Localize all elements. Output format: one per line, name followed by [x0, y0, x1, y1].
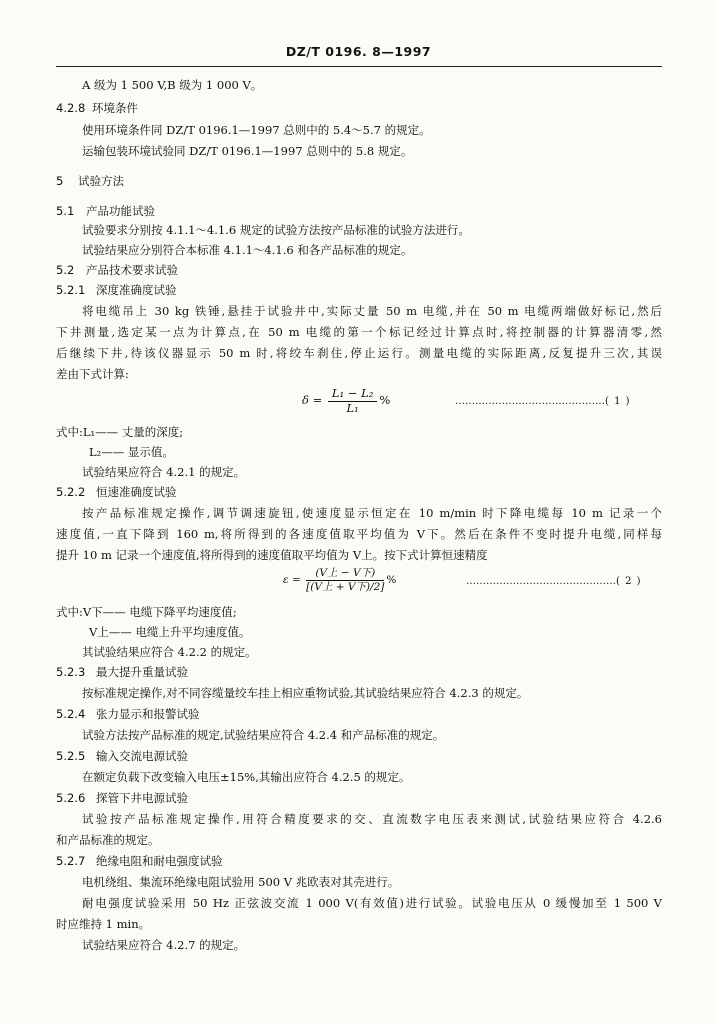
- section-number: 5: [56, 174, 64, 188]
- equation-denominator: L₁: [346, 400, 359, 415]
- section-title: 深度准确度试验: [96, 283, 177, 297]
- equation-denominator: [(V上 + V下)/2]: [306, 580, 385, 593]
- paragraph-line: 下井测量,选定某一点为计算点,在 50 m 电缆的第一个标记经过计算点时,将控制器的计算器清零,然: [56, 325, 662, 339]
- header-rule: [56, 66, 662, 67]
- paragraph-line: 提升 10 m 记录一个速度值,将所得到的速度值取平均值为 V上。按下式计算恒速精度: [56, 548, 488, 562]
- paragraph-line: 和产品标准的规定。: [56, 833, 160, 847]
- section-title: 产品技术要求试验: [86, 263, 178, 277]
- where-line: 式中:L₁—— 丈量的深度;: [56, 425, 184, 439]
- section-heading-5-2-1: [56, 285, 177, 297]
- section-heading-5-1: [56, 206, 155, 218]
- section-title: 环境条件: [92, 101, 138, 115]
- paragraph-line: 耐电强度试验采用 50 Hz 正弦波交流 1 000 V(有效值)进行试验。试验电压从 0 缓慢加至 1 500 V: [82, 896, 662, 910]
- section-number: 5.2.7: [56, 854, 86, 868]
- section-heading-5-2-4: [56, 709, 200, 721]
- text-line: 运输包装环境试验同 DZ/T 0196.1—1997 总则中的 5.8 规定。: [82, 144, 413, 158]
- section-number: 5.2.4: [56, 707, 86, 721]
- text-line: 试验结果应符合 4.2.1 的规定。: [82, 465, 246, 479]
- paragraph-line: 试验按产品标准规定操作,用符合精度要求的交、直流数字电压表来测试,试验结果应符合 4.2.6: [82, 812, 662, 826]
- section-number: 5.2.1: [56, 283, 86, 297]
- text-line: 试验结果应分别符合本标准 4.1.1～4.1.6 和各产品标准的规定。: [82, 243, 413, 257]
- section-number: 5.1: [56, 204, 75, 218]
- section-number: 4.2.8: [56, 101, 86, 115]
- section-title: 张力显示和报警试验: [96, 707, 200, 721]
- equation-lhs: ε =: [283, 574, 301, 586]
- text-line: 试验方法按产品标准的规定,试验结果应符合 4.2.4 和产品标准的规定。: [82, 728, 445, 742]
- equation-lhs: δ =: [302, 393, 323, 407]
- equation-number-1: [455, 397, 631, 407]
- section-number: 5.2.2: [56, 485, 86, 499]
- section-title: 探管下井电源试验: [96, 791, 188, 805]
- section-title: 绝缘电阻和耐电强度试验: [96, 854, 223, 868]
- equation-fraction: [328, 388, 377, 414]
- equation-label: ( 2 ): [616, 576, 642, 587]
- equation-numerator: (V上 − V下): [306, 568, 384, 581]
- section-number: 5.2.3: [56, 665, 86, 679]
- paragraph-line: 差由下式计算:: [56, 367, 129, 381]
- section-heading-5-2: [56, 265, 178, 277]
- paragraph-line: 后继续下井,待该仪器显示 50 m 时,将绞车刹住,停止运行。测量电缆的实际距离,反复提升三次,其误: [56, 346, 662, 360]
- section-heading-5-2-5: [56, 751, 188, 763]
- equation-fraction: [306, 568, 384, 592]
- section-number: 5.2.5: [56, 749, 86, 763]
- where-line: V上—— 电缆上升平均速度值。: [89, 625, 251, 639]
- paragraph-line: 按产品标准规定操作,调节调速旋钮,使速度显示恒定在 10 m/min 时下降电缆每 10 m 记录一个: [82, 506, 662, 520]
- equation-unit: %: [386, 574, 397, 586]
- section-number: 5.2.6: [56, 791, 86, 805]
- section-title: 产品功能试验: [86, 204, 155, 218]
- page-header-standard-number: DZ/T 0196. 8—1997: [285, 44, 432, 59]
- section-heading-5-2-7: [56, 856, 223, 868]
- text-line: 试验结果应符合 4.2.7 的规定。: [82, 938, 246, 952]
- paragraph-line: 将电缆吊上 30 kg 铁锤,悬挂于试验井中,实际丈量 50 m 电缆,并在 50 m 电缆两端做好标记,然后: [82, 304, 662, 318]
- equation-2: [283, 568, 396, 592]
- section-number: 5.2: [56, 263, 75, 277]
- section-heading-5-2-3: [56, 667, 188, 679]
- text-line: 试验要求分别按 4.1.1～4.1.6 规定的试验方法按产品标准的试验方法进行。: [82, 223, 470, 237]
- section-heading-5: [56, 176, 124, 188]
- section-title: 输入交流电源试验: [96, 749, 188, 763]
- equation-number-2: [466, 577, 642, 587]
- paragraph-line: 时应维持 1 min。: [56, 917, 151, 931]
- text-line: A 级为 1 500 V,B 级为 1 000 V。: [82, 78, 263, 92]
- section-heading-5-2-6: [56, 793, 188, 805]
- text-line: 其试验结果应符合 4.2.2 的规定。: [82, 645, 257, 659]
- section-heading-5-2-2: [56, 487, 177, 499]
- section-title: 恒速准确度试验: [96, 485, 177, 499]
- text-line: 在额定负载下改变输入电压±15%,其输出应符合 4.2.5 的规定。: [82, 770, 411, 784]
- text-line: 使用环境条件同 DZ/T 0196.1—1997 总则中的 5.4～5.7 的规定。: [82, 123, 431, 137]
- equation-label: ( 1 ): [605, 396, 631, 407]
- equation-1: [302, 388, 390, 414]
- equation-leader-dots: ………………………………………: [466, 576, 616, 587]
- where-line: 式中:V下—— 电缆下降平均速度值;: [56, 605, 237, 619]
- where-line: L₂—— 显示值。: [89, 445, 174, 459]
- equation-leader-dots: ………………………………………: [455, 396, 605, 407]
- paragraph-line: 速度值,一直下降到 160 m,将所得到的各速度值取平均值为 V下。然后在条件不变时提升电缆,同样每: [56, 527, 662, 541]
- equation-numerator: L₁ − L₂: [328, 388, 377, 402]
- text-line: 按标准规定操作,对不同容缆量绞车挂上相应重物试验,其试验结果应符合 4.2.3 的规定。: [82, 686, 529, 700]
- section-title: 最大提升重量试验: [96, 665, 188, 679]
- section-title: 试验方法: [78, 174, 124, 188]
- text-line: 电机绕组、集流环绝缘电阻试验用 500 V 兆欧表对其壳进行。: [82, 875, 400, 889]
- equation-unit: %: [379, 393, 391, 407]
- section-heading-4-2-8: [56, 103, 138, 115]
